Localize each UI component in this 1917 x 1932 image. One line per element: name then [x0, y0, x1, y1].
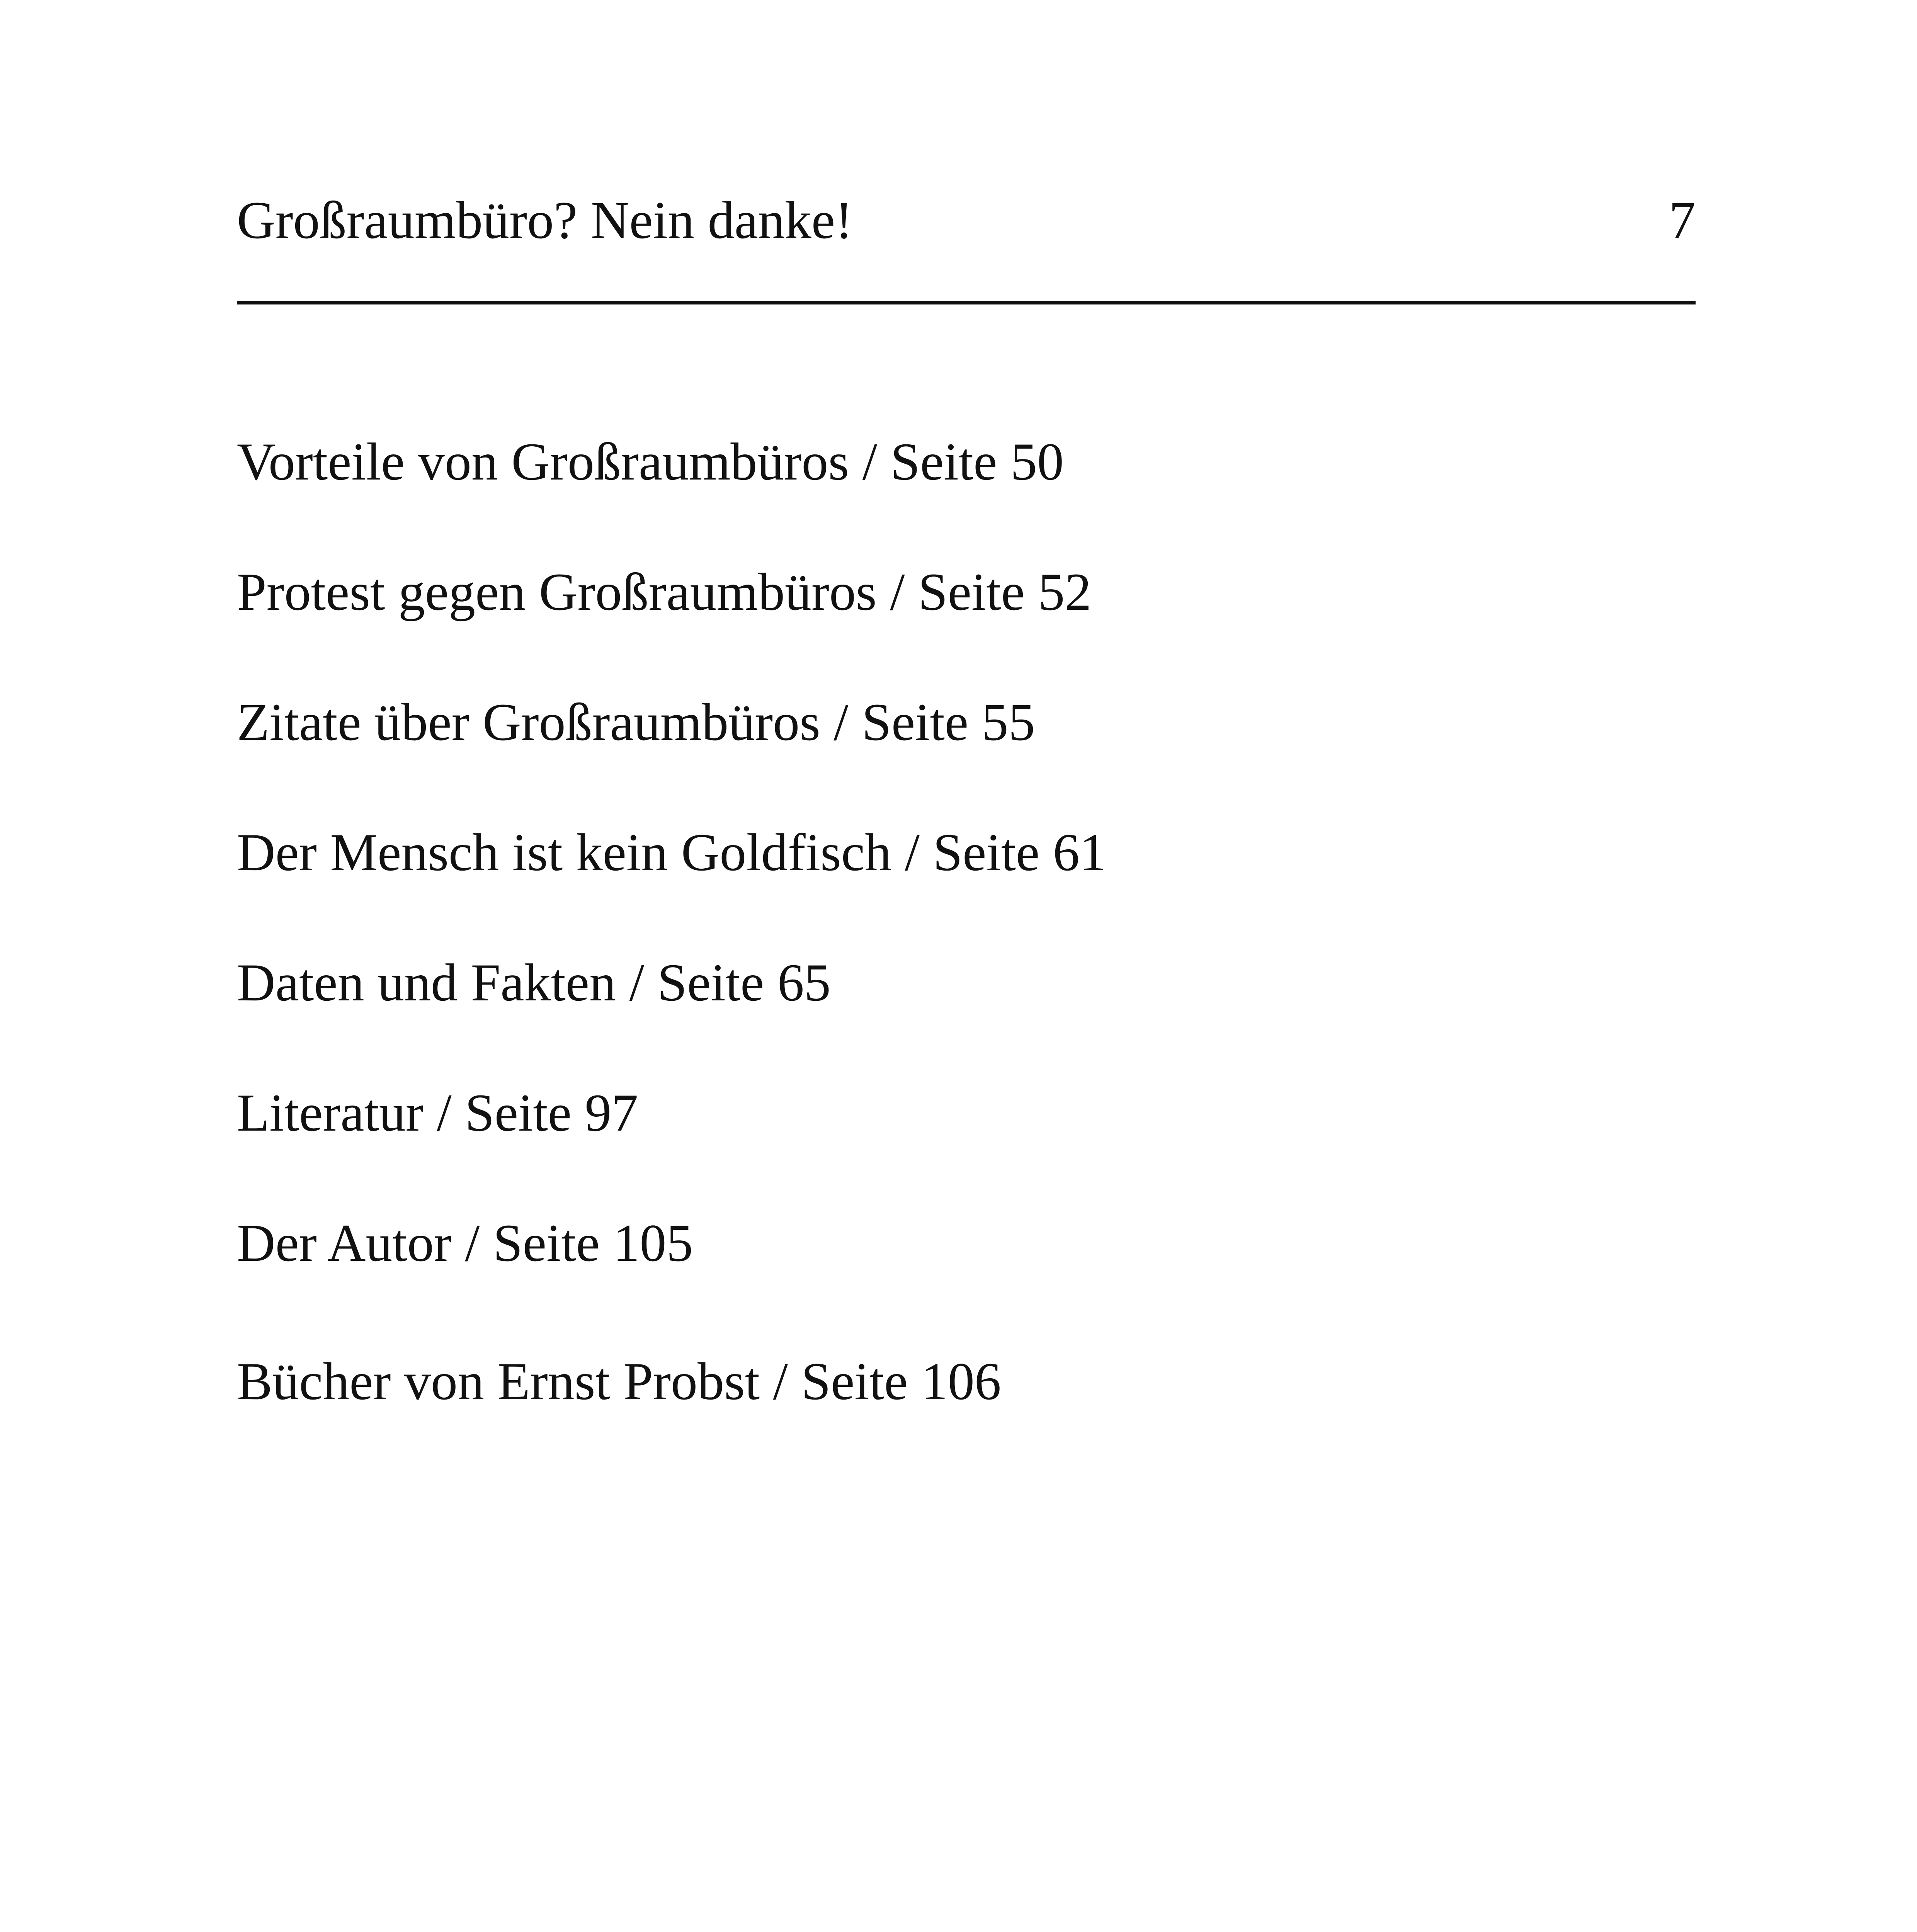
toc-entry: Bücher von Ernst Probst / Seite 106 [237, 1352, 1001, 1411]
toc-entry: Der Mensch ist kein Goldfisch / Seite 61 [237, 823, 1106, 882]
running-header [237, 182, 1696, 259]
header-divider [237, 301, 1696, 304]
toc-entry: Vorteile von Großraumbüros / Seite 50 [237, 432, 1064, 491]
toc-entry: Der Autor / Seite 105 [237, 1213, 693, 1272]
toc-entry: Daten und Fakten / Seite 65 [237, 953, 831, 1012]
page-number: 7 [1669, 190, 1696, 250]
toc-entry: Literatur / Seite 97 [237, 1083, 638, 1142]
toc-entry: Zitate über Großraumbüros / Seite 55 [237, 692, 1035, 752]
running-title: Großraumbüro? Nein danke! [237, 190, 853, 250]
toc-entry: Protest gegen Großraumbüros / Seite 52 [237, 562, 1092, 621]
